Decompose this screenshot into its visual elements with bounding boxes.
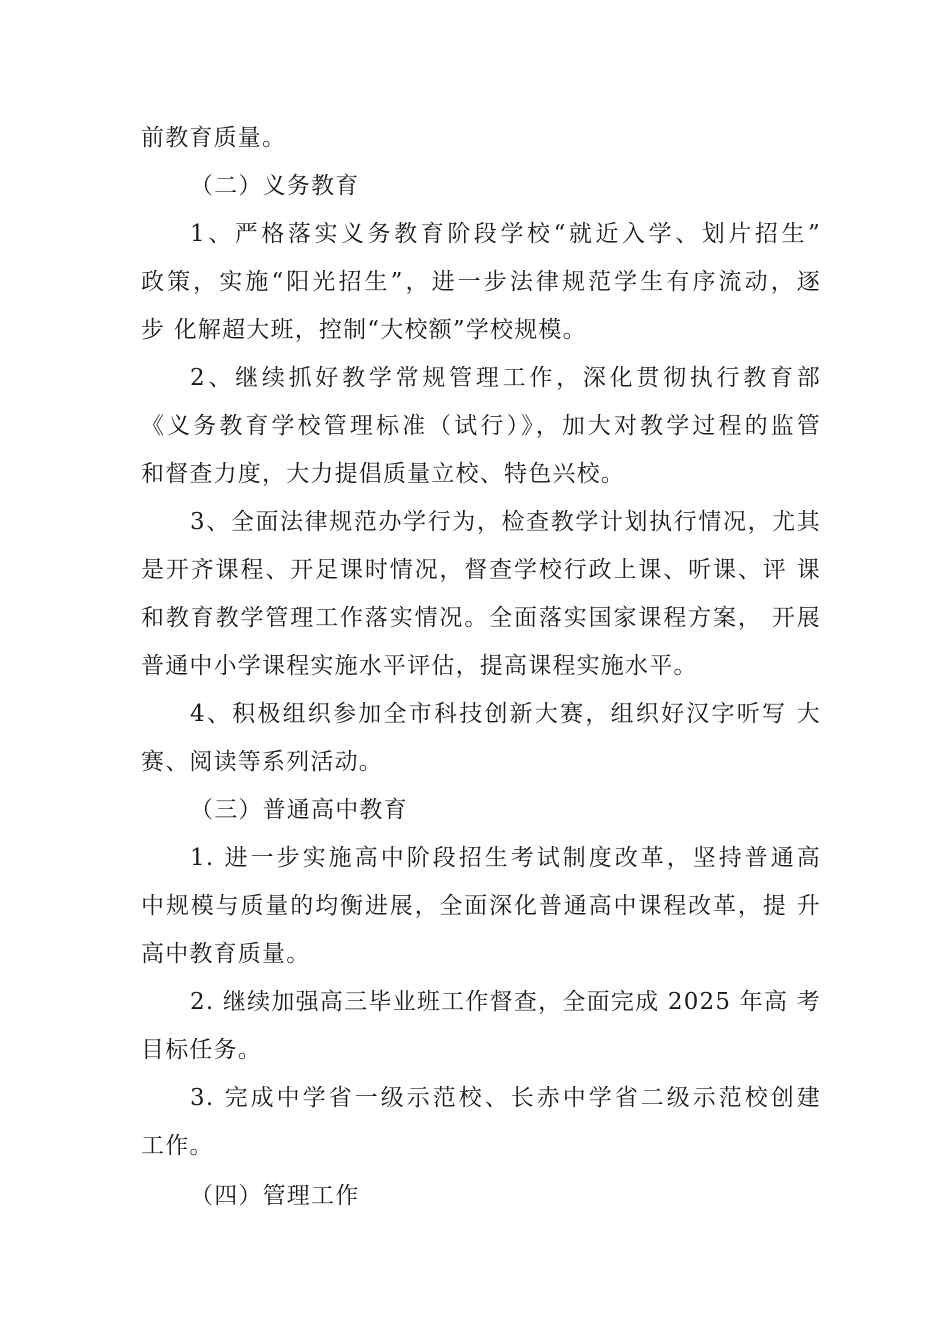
text-line-19: 2. 继续加强高三毕业班工作督查，全面完成 2025 年高 考 xyxy=(190,989,821,1015)
text-line-16: 1. 进一步实施高中阶段招生考试制度改革，坚持普通高 xyxy=(190,845,821,871)
text-line-20: 目标任务。 xyxy=(141,1037,262,1063)
section-heading-2: （二）义务教育 xyxy=(190,173,360,199)
text-line-6: 2、继续抓好教学常规管理工作，深化贯彻执行教育部 xyxy=(190,365,821,391)
text-line-1: 前教育质量。 xyxy=(141,125,287,151)
text-line-3: 1、严格落实义务教育阶段学校“就近入学、划片招生” xyxy=(190,221,821,247)
text-line-9: 3、全面法律规范办学行为，检查教学计划执行情况，尤其 xyxy=(190,509,821,535)
text-line-5: 步 化解超大班，控制“大校额”学校规模。 xyxy=(141,317,587,343)
text-line-17: 中规模与质量的均衡进展，全面深化普通高中课程改革，提 升 xyxy=(141,893,821,919)
text-line-4: 政策，实施“阳光招生”，进一步法律规范学生有序流动，逐 xyxy=(141,269,821,295)
section-heading-4: （四）管理工作 xyxy=(190,1183,360,1209)
text-line-13: 4、积极组织参加全市科技创新大赛，组织好汉字听写 大 xyxy=(190,701,821,727)
section-heading-3: （三）普通高中教育 xyxy=(190,797,408,823)
text-line-14: 赛、阅读等系列活动。 xyxy=(141,749,383,775)
text-line-12: 普通中小学课程实施水平评估，提高课程实施水平。 xyxy=(141,653,698,679)
text-line-18: 高中教育质量。 xyxy=(141,941,311,967)
text-line-11: 和教育教学管理工作落实情况。全面落实国家课程方案， 开展 xyxy=(141,605,821,631)
text-line-7: 《义务教育学校管理标准（试行）》，加大对教学过程的监管 xyxy=(141,413,821,439)
text-line-10: 是开齐课程、开足课时情况，督查学校行政上课、听课、评 课 xyxy=(141,557,821,583)
text-line-8: 和督查力度，大力提倡质量立校、特色兴校。 xyxy=(141,461,625,487)
text-line-22: 工作。 xyxy=(141,1133,214,1159)
text-line-21: 3. 完成中学省一级示范校、长赤中学省二级示范校创建 xyxy=(190,1085,821,1111)
